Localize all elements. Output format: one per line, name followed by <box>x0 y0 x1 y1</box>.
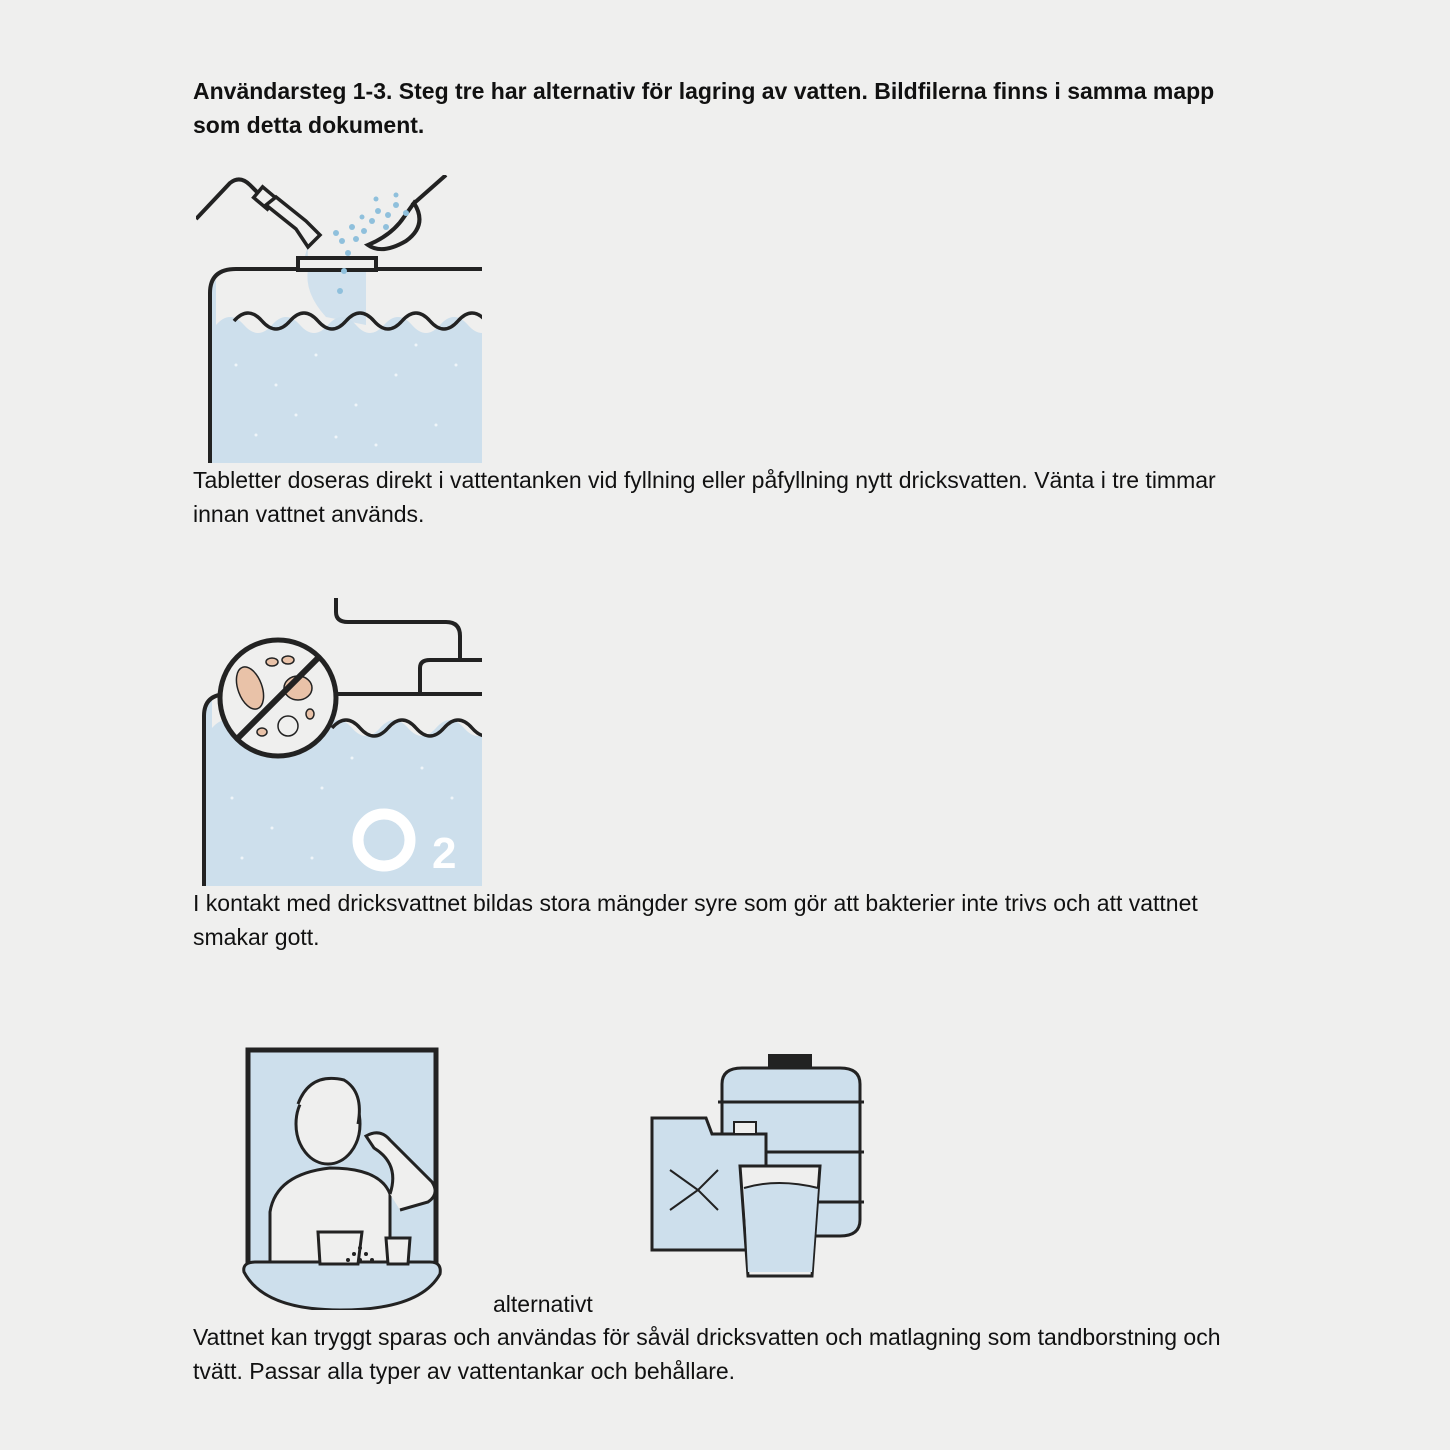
step-1-caption: Tabletter doseras direkt i vattentanken vid fyllning eller påfyllning nytt dricksvatten. Vänta i tre timmar innan vattnet används. <box>193 467 1216 527</box>
tablet-dosing-illustration <box>196 175 482 463</box>
alternative-label: alternativt <box>493 1291 593 1317</box>
person-brushing-teeth-illustration <box>240 1044 445 1310</box>
svg-text:2: 2 <box>432 829 457 878</box>
document-heading: Användarsteg 1-3. Steg tre har alternativ för lagring av vatten. Bildfilerna finns i samma mapp som detta dokument. <box>193 78 1215 138</box>
oxygen-tank-illustration <box>202 598 482 886</box>
water-containers-illustration <box>648 1050 870 1280</box>
step-2-caption: I kontakt med dricksvattnet bildas stora mängder syre som gör att bakterier inte trivs och att vattnet smakar gott. <box>193 890 1198 950</box>
step-3-caption: Vattnet kan tryggt sparas och användas för såväl dricksvatten och matlagning som tandborstning och tvätt. Passar alla typer av vattentankar och behållare. <box>193 1324 1221 1384</box>
